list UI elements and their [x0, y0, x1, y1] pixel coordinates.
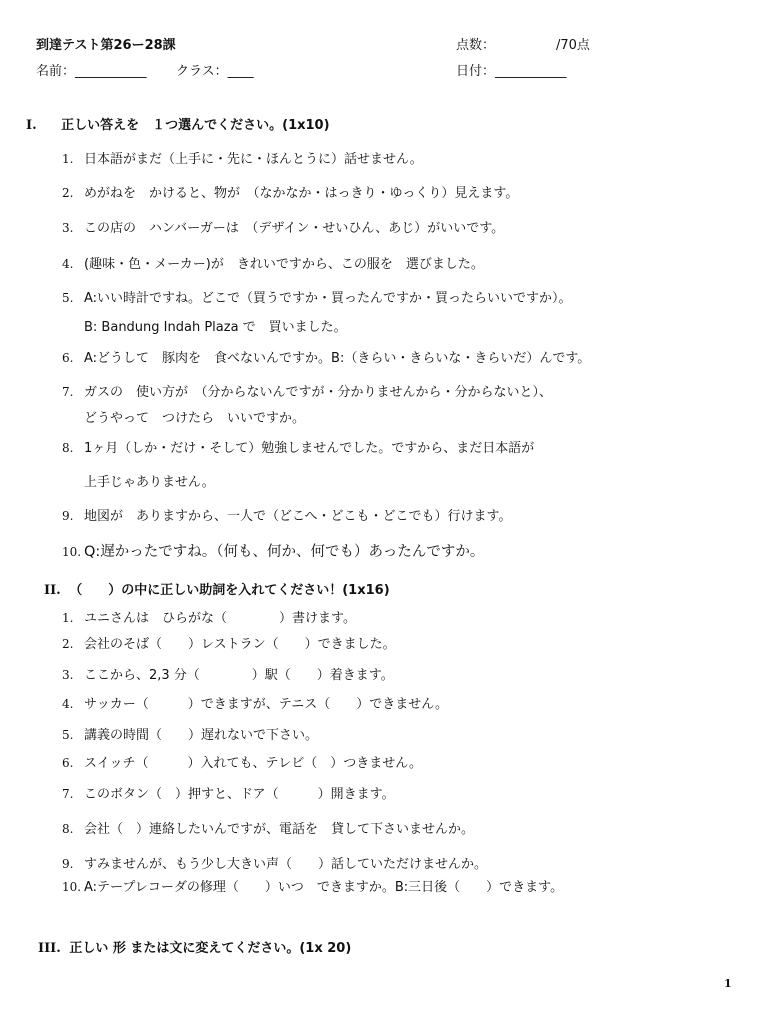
s2-question-6: 6. スイッチ（ ）入れても、テレビ（ ）つきません。 [62, 756, 423, 771]
s1-question-8-continued: 上手じゃありません。 [84, 475, 215, 490]
s1-question-5: 5. A:いい時計ですね。どこで（買うですか・買ったんですか・買ったらいいですか）。 [62, 291, 572, 306]
s1-question-4: 4. (趣味・色・メーカー)が きれいですから、この服を 選びました。 [62, 257, 484, 272]
s1-question-8: 8. 1ヶ月（しか・だけ・そして）勉強しませんでした。ですから、まだ日本語が [62, 441, 535, 456]
section-2-roman: II. [44, 583, 61, 598]
s2-question-5: 5. 講義の時間（ ）遅れないで下さい。 [62, 728, 319, 743]
s1-question-9: 9. 地図が ありますから、一人で（どこへ・どこも・どこでも）行けます。 [62, 509, 512, 524]
section-1-heading [26, 114, 330, 133]
section-3-roman: III. [38, 941, 61, 956]
section-2-heading [44, 579, 390, 598]
s1-question-3: 3. この店の ハンバーガーは （デザイン・せいひん、あじ）がいいです。 [62, 221, 505, 236]
s2-question-9: 9. すみませんが、もう少し大きい声（ ）話していただけませんか。 [62, 857, 488, 872]
s2-question-1: 1. ユニさんは ひらがな（ ）書けます。 [62, 611, 356, 626]
worksheet-title: 到達テスト第26ー28課 [36, 38, 176, 53]
page-number: 1 [724, 977, 732, 990]
s1-question-10: 10. Q:遅かったですね。（何も、何か、何でも）あったんですか。 [62, 544, 485, 560]
s1-question-1: 1. 日本語がまだ（上手に・先に・ほんとうに）話せません。 [62, 152, 423, 167]
section-1-instruction: 正しい答えを １つ選んでください。(1x10) [61, 118, 330, 133]
s1-question-2: 2. めがねを かけると、物が （なかなか・はっきり・ゆっくり）見えます。 [62, 186, 519, 201]
section-3-heading [38, 937, 351, 956]
section-3-instruction: 正しい 形 または文に変えてください。(1x 20) [69, 941, 352, 956]
s2-question-7: 7. このボタン（ ）押すと、ドア（ ）開きます。 [62, 787, 395, 802]
score-total: /70点 [556, 38, 590, 53]
s2-question-10: 10. A:テープレコーダの修理（ ）いつ できますか。B:三日後（ ）できます。 [62, 880, 564, 895]
section-1-roman: I. [26, 118, 37, 133]
class-field-label: クラス：____ [176, 64, 254, 79]
s2-question-8: 8. 会社（ ）連絡したいんですが、電話を 貸して下さいませんか。 [62, 822, 475, 837]
name-field-label: 名前：___________ [36, 64, 147, 79]
s1-question-7: 7. ガスの 使い方が （分からないんですが・分かりませんから・分からないと）、 [62, 385, 553, 400]
s2-question-4: 4. サッカー（ ）できますが、テニス（ ）できません。 [62, 697, 449, 712]
s1-question-7-continued: どうやって つけたら いいですか。 [84, 411, 306, 426]
date-field-label: 日付：___________ [456, 64, 567, 79]
s1-question-5-reply: B: Bandung Indah Plaza で 買いました。 [84, 320, 347, 335]
score-label: 点数： [456, 38, 496, 53]
section-2-instruction: （ ）の中に正しい助詞を入れてください！(1x16) [69, 583, 390, 598]
s2-question-2: 2. 会社のそば（ ）レストラン（ ）できました。 [62, 637, 396, 652]
s2-question-3: 3. ここから、2,3 分（ ）駅（ ）着きます。 [62, 668, 394, 683]
s1-question-6: 6. A:どうして 豚肉を 食べないんですか。B:（きらい・きらいな・きらいだ）んです。 [62, 351, 591, 366]
